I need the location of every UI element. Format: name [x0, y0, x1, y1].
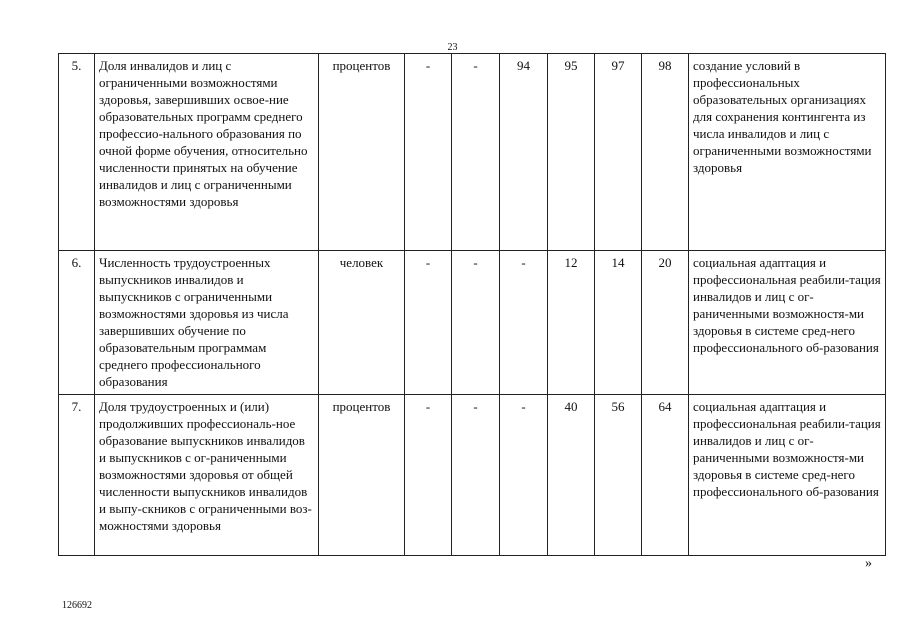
expected-result: социальная адаптация и профессиональная реабили-тация инвалидов и лиц с ог-раниченными возможностя-ми здоровья в системе сред-него профессионального об-разования — [689, 251, 886, 395]
value-cell: 95 — [548, 54, 595, 251]
value-cell: 12 — [548, 251, 595, 395]
value-cell: 14 — [595, 251, 642, 395]
table-row — [59, 251, 886, 395]
document-code: 126692 — [62, 600, 92, 611]
value-cell: - — [405, 395, 452, 556]
indicators-table — [58, 53, 886, 556]
value-cell: 98 — [642, 54, 689, 251]
value-cell: 97 — [595, 54, 642, 251]
page-number: 23 — [447, 42, 458, 53]
unit-of-measure: процентов — [319, 54, 405, 251]
indicator-name: Численность трудоустроенных выпускников инвалидов и выпускников с ограниченными возможностями здоровья из числа завершивших обучение по образовательным программам среднего профессионального образования — [95, 251, 319, 395]
row-number: 7. — [59, 395, 95, 556]
row-number: 5. — [59, 54, 95, 251]
value-cell: - — [500, 251, 548, 395]
table-row — [59, 54, 886, 251]
expected-result: социальная адаптация и профессиональная реабили-тация инвалидов и лиц с ог-раниченными возможностя-ми здоровья в системе сред-него профессионального об-разования — [689, 395, 886, 556]
indicator-name: Доля инвалидов и лиц с ограниченными возможностями здоровья, завершивших освое-ние образовательных программ среднего профессио-нального образования по очной форме обучения, относительно численности принятых на обучение инвалидов и лиц с ограниченными возможностями здоровья — [95, 54, 319, 251]
value-cell: - — [405, 251, 452, 395]
value-cell: - — [452, 251, 500, 395]
expected-result: создание условий в профессиональных образовательных организациях для сохранения контингента из числа инвалидов и лиц с ограниченными возможностями здоровья — [689, 54, 886, 251]
value-cell: 94 — [500, 54, 548, 251]
value-cell: - — [452, 54, 500, 251]
value-cell: 40 — [548, 395, 595, 556]
value-cell: - — [405, 54, 452, 251]
value-cell: - — [500, 395, 548, 556]
unit-of-measure: процентов — [319, 395, 405, 556]
value-cell: - — [452, 395, 500, 556]
value-cell: 20 — [642, 251, 689, 395]
unit-of-measure: человек — [319, 251, 405, 395]
indicator-name: Доля трудоустроенных и (или) продолживших профессиональ-ное образование выпускников инвалидов и выпускников с ог-раниченными возможностями здоровья от общей численности выпускников инвалидов и выпу-скников с ограниченными воз-можностями здоровья — [95, 395, 319, 556]
continuation-mark: » — [865, 556, 872, 571]
value-cell: 56 — [595, 395, 642, 556]
table-row — [59, 395, 886, 556]
value-cell: 64 — [642, 395, 689, 556]
row-number: 6. — [59, 251, 95, 395]
